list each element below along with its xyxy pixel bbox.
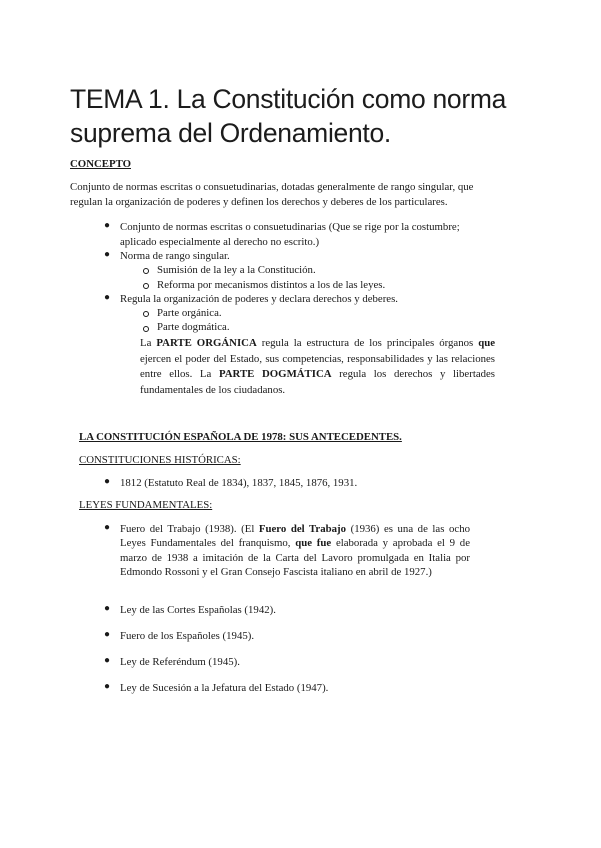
- leyes-heading: LEYES FUNDAMENTALES:: [79, 499, 213, 511]
- sub-bullet-icon: [143, 311, 149, 317]
- page-title: [70, 82, 570, 150]
- bullet-1-line-1: Conjunto de normas escritas o consuetudinarias (Que se rige por la costumbre;: [120, 221, 460, 233]
- ley-sucesion-item: Ley de Sucesión a la Jefatura del Estado (1947).: [120, 682, 329, 694]
- concepto-heading: CONCEPTO: [70, 158, 131, 170]
- sub-bullet-icon: [143, 326, 149, 332]
- sub-item-sumision: Sumisión de la ley a la Constitución.: [157, 264, 316, 276]
- sub-bullet-icon: [143, 283, 149, 289]
- fuero-espanoles-item: Fuero de los Españoles (1945).: [120, 630, 255, 642]
- fuero-del-trabajo-item: Fuero del Trabajo (1938). (El Fuero del Trabajo (1936) es una de las ocho Leyes Fundamentales del franquismo, que fue elaborada y aprobada el 9 de marzo de 1938 a imitación de la Carta del Lavoro promulgada en Italia por Edmondo Rossoni y el Gran Consejo Fascista italiano en abril de 1927.): [120, 523, 471, 578]
- bullet-icon: ●: [104, 292, 111, 303]
- sub-item-parte-organica: Parte orgánica.: [157, 307, 222, 319]
- bullet-icon: ●: [104, 220, 111, 231]
- antecedentes-heading: LA CONSTITUCIÓN ESPAÑOLA DE 1978: SUS ANTECEDENTES.: [79, 431, 402, 443]
- bullet-3-line-1: Regula la organización de poderes y declara derechos y deberes.: [120, 293, 398, 305]
- bullet-icon: ●: [104, 655, 111, 666]
- title-line-1: TEMA 1. La Constitución como norma: [70, 84, 507, 114]
- historicas-heading: CONSTITUCIONES HISTÓRICAS:: [79, 454, 241, 466]
- sub-item-reforma: Reforma por mecanismos distintos a los de las leyes.: [157, 279, 386, 291]
- bullet-icon: ●: [104, 681, 111, 692]
- sub-bullet-icon: [143, 268, 149, 274]
- bullet-icon: ●: [104, 522, 111, 533]
- bullet-icon: ●: [104, 629, 111, 640]
- bullet-1-line-2: aplicado especialmente al derecho no escrito.): [120, 236, 320, 248]
- sub-item-parte-dogmatica: Parte dogmática.: [157, 321, 230, 333]
- historicas-item: 1812 (Estatuto Real de 1834), 1837, 1845, 1876, 1931.: [120, 477, 358, 489]
- definition-line-1: Conjunto de normas escritas o consuetudinarias, dotadas generalmente de rango singular, que: [70, 181, 474, 193]
- bullet-icon: ●: [104, 476, 111, 487]
- bullet-icon: ●: [104, 603, 111, 614]
- ley-referendum-item: Ley de Referéndum (1945).: [120, 656, 240, 668]
- bullet-2-line-1: Norma de rango singular.: [120, 250, 230, 262]
- partes-paragraph: La PARTE ORGÁNICA regula la estructura de los principales órganos que ejercen el poder del Estado, sus competencias, responsabilidades y las relaciones entre ellos. La PARTE DOGMÁTICA regula los derechos y libertades fundamentales de los ciudadanos.: [140, 337, 495, 396]
- ley-cortes-item: Ley de las Cortes Españolas (1942).: [120, 604, 276, 616]
- title-line-2: suprema del Ordenamiento.: [70, 118, 391, 148]
- definition-line-2: regulan la organización de poderes y definen los derechos y deberes de los particulares.: [70, 196, 448, 208]
- bullet-icon: ●: [104, 249, 111, 260]
